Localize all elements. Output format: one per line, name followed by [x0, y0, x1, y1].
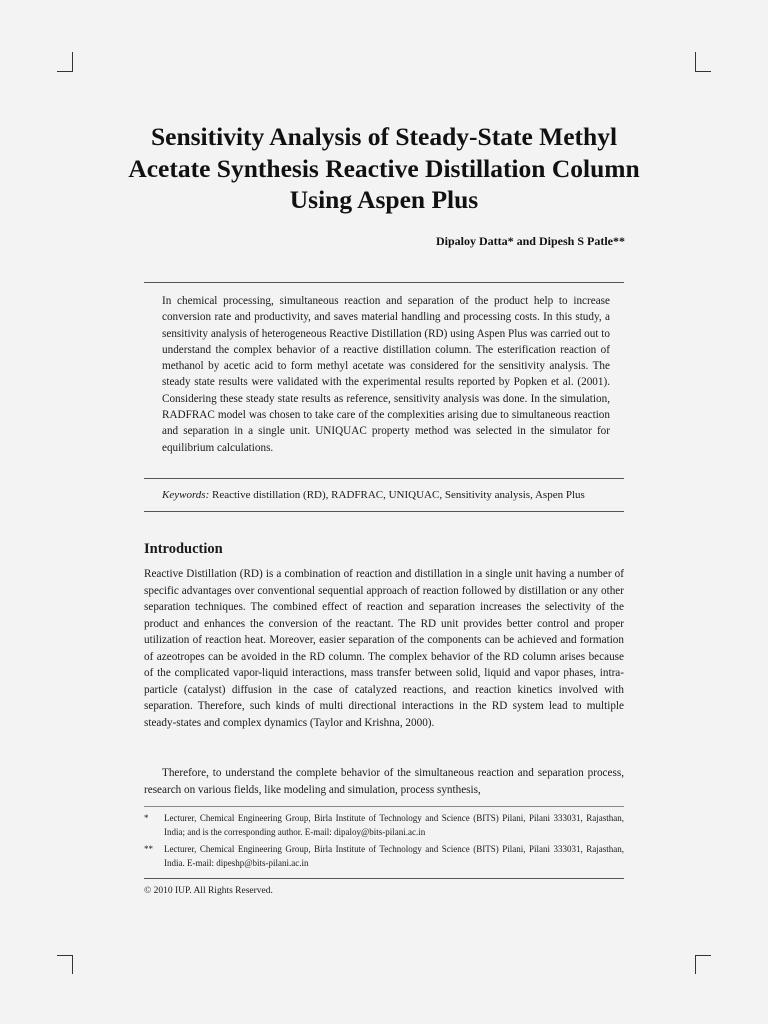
crop-mark-top-left — [72, 52, 73, 71]
footnote-text: Lecturer, Chemical Engineering Group, Birla Institute of Technology and Science (BITS) Pilani, Pilani 333031, Rajasthan, India. E-mail: dipeshp@bits-pilani.ac.in — [164, 844, 624, 868]
footnote-mark: * — [144, 813, 149, 823]
abstract-keywords-rule — [144, 478, 624, 479]
crop-mark-bottom-right — [695, 955, 696, 974]
crop-mark-top-right — [695, 71, 711, 72]
footnote — [144, 843, 624, 870]
section-heading-introduction: Introduction — [144, 541, 223, 557]
crop-mark-top-right — [695, 52, 696, 71]
keywords-label: Keywords: — [162, 489, 210, 501]
keywords-bottom-rule — [144, 511, 624, 512]
footnote-rule — [144, 806, 624, 807]
crop-mark-bottom-right — [695, 955, 711, 956]
copyright: © 2010 IUP. All Rights Reserved. — [144, 886, 273, 896]
keywords-text: Reactive distillation (RD), RADFRAC, UNIQUAC, Sensitivity analysis, Aspen Plus — [212, 489, 585, 501]
footnote-text: Lecturer, Chemical Engineering Group, Birla Institute of Technology and Science (BITS) Pilani, Pilani 333031, Rajasthan, India; and is the corresponding author. E-mail: dipaloy@bits-pilani.ac.in — [164, 813, 624, 837]
keywords — [162, 488, 632, 502]
abstract: In chemical processing, simultaneous reaction and separation of the product help to increase conversion rate and productivity, and saves material handling and processing costs. In this study, a sensitivity analysis of heterogeneous Reactive Distillation (RD) using Aspen Plus was carried out to understand the complex behavior of a reactive distillation column. The esterification reaction of methanol by acetic acid to form methyl acetate was considered for the sensitivity analysis. The steady state results were validated with the experimental results reported by Popken et al. (2001). Considering these steady state results as reference, sensitivity analysis was done. In the simulation, RADFRAC model was chosen to take care of the complexities arising due to simultaneous reaction and separation in a single unit. UNIQUAC property method was selected in the simulator for equilibrium calculations. — [162, 295, 610, 454]
paper-title: Sensitivity Analysis of Steady-State Methyl Acetate Synthesis Reactive Distillation Column Using Aspen Plus — [128, 122, 640, 214]
footnote — [144, 812, 624, 839]
crop-mark-top-left — [57, 71, 73, 72]
crop-mark-bottom-left — [72, 955, 73, 974]
crop-mark-bottom-left — [57, 955, 73, 956]
copyright-rule — [144, 878, 624, 879]
footnote-mark: ** — [144, 844, 153, 854]
abstract-top-rule — [144, 282, 624, 283]
body-paragraph: Reactive Distillation (RD) is a combination of reaction and distillation in a single unit having a number of specific advantages over conventional sequential approach of reaction followed by distillation or any other separation techniques. The combined effect of reaction and separation increases the selectivity of the product and enhances the conversion of the reactant. The RD unit provides better control and proper utilization of reaction heat. Moreover, easier separation of the components can be achieved and formation of azeotropes can be avoided in the RD column. The complex behavior of the RD column arises because of the complicated vapor-liquid interactions, mass transfer between solid, liquid and vapor phases, intra-particle (catalyst) diffusion in the case of catalyzed reactions, and reaction kinetics involved with separation. Therefore, such kinds of multi directional interactions in the RD system lead to multiple steady-states and complex dynamics (Taylor and Krishna, 2000). — [144, 568, 624, 729]
body-paragraph: Therefore, to understand the complete behavior of the simultaneous reaction and separation process, research on various fields, like modeling and simulation, process synthesis, — [144, 767, 624, 796]
authors: Dipaloy Datta* and Dipesh S Patle** — [435, 234, 625, 248]
